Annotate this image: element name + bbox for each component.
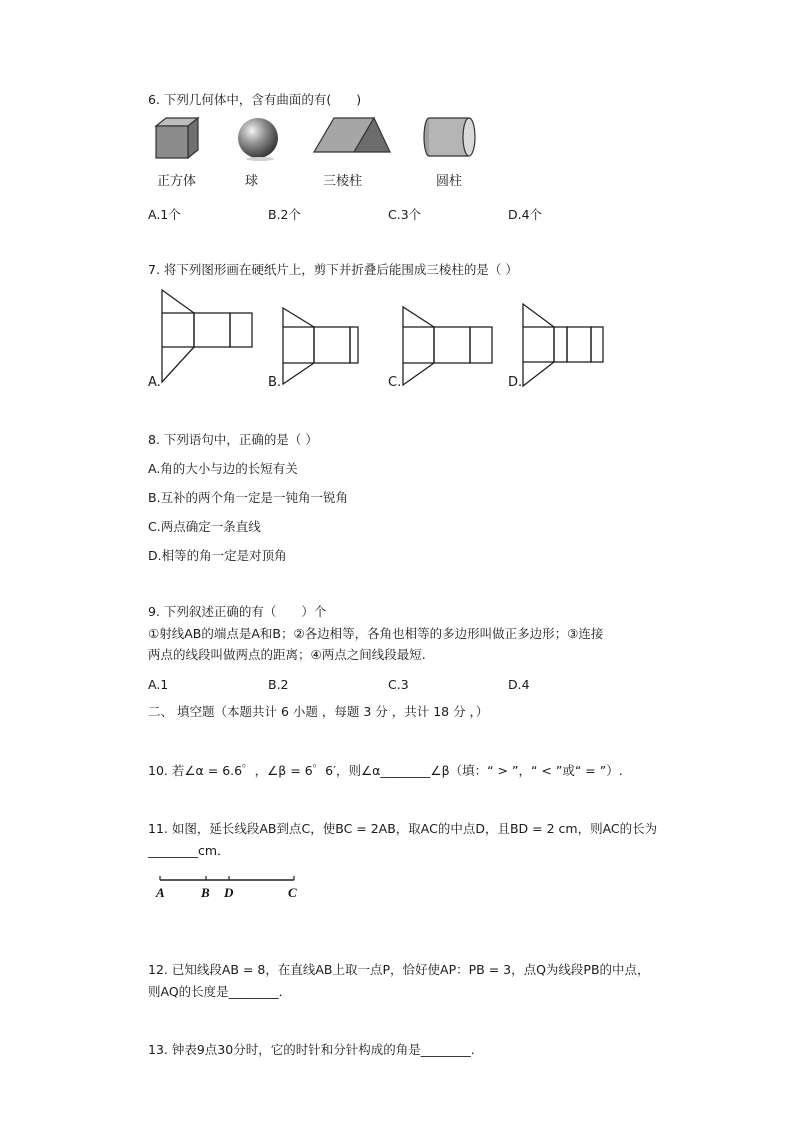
sphere-icon <box>234 114 282 162</box>
q9-option-d[interactable]: D.4 <box>508 677 530 692</box>
point-label-b: B <box>201 885 210 900</box>
q7-stem: 7. 将下列图形画在硬纸片上，剪下并折叠后能围成三棱柱的是（ ） <box>148 262 518 277</box>
net-figure-b <box>281 306 361 386</box>
cylinder-icon <box>426 116 478 160</box>
q12-text-line2: 则AQ的长度是________． <box>148 984 292 999</box>
q9-statements-line2: 两点的线段叫做两点的距离；④两点之间线段最短. <box>148 647 426 662</box>
q6-option-a[interactable]: A.1个 <box>148 207 181 222</box>
point-label-c: C <box>288 885 297 900</box>
shape-label-cube: 正方体 <box>157 174 197 189</box>
cube-icon <box>154 116 200 160</box>
q9-option-a[interactable]: A.1 <box>148 677 169 692</box>
section-heading-fill-in: 二、 填空题（本题共计 6 小题 ，每题 3 分 ，共计 18 分 ，） <box>148 704 489 719</box>
triangular-prism-icon <box>312 114 392 156</box>
shape-label-prism: 三棱柱 <box>323 174 363 189</box>
q10-text: 10. 若∠α = 6.6゜，∠β = 6゜6′，则∠α________∠β（填：“ > ”，“ < ”或“ = ”）. <box>148 763 623 778</box>
q11-text-line1: 11. 如图，延长线段AB到点C，使BC = 2AB，取AC的中点D，且BD = 2 cm，则AC的长为 <box>148 821 658 836</box>
q6-option-c[interactable]: C.3个 <box>388 207 422 222</box>
q6-stem: 6. 下列几何体中，含有曲面的有( ) <box>148 92 362 107</box>
q8-option-c[interactable]: C.两点确定一条直线 <box>148 519 261 534</box>
shape-label-sphere: 球 <box>245 174 259 189</box>
q13-text: 13. 钟表9点30分时，它的时针和分针构成的角是________． <box>148 1042 484 1057</box>
q8-option-b[interactable]: B.互补的两个角一定是一钝角一锐角 <box>148 490 349 505</box>
q11-text-line2: ________cm． <box>148 843 230 858</box>
q9-stem: 9. 下列叙述正确的有（ ）个 <box>148 604 327 619</box>
q9-statements-line1: ①射线AB的端点是A和B；②各边相等，各角也相等的多边形叫做正多边形；③连接 <box>148 626 604 641</box>
q7-label-a[interactable]: A. <box>148 375 161 390</box>
q8-stem: 8. 下列语句中，正确的是（ ） <box>148 432 318 447</box>
q6-option-b[interactable]: B.2个 <box>268 207 302 222</box>
q9-option-c[interactable]: C.3 <box>388 677 409 692</box>
net-figure-a <box>160 288 256 384</box>
q8-option-a[interactable]: A.角的大小与边的长短有关 <box>148 461 298 476</box>
q11-segment-diagram <box>148 870 308 904</box>
q7-label-d[interactable]: D. <box>508 375 523 390</box>
q7-label-b[interactable]: B. <box>268 375 282 390</box>
shape-label-cylinder: 圆柱 <box>436 174 463 189</box>
net-figure-d <box>521 302 607 388</box>
point-label-a: A <box>156 885 165 900</box>
q12-text-line1: 12. 已知线段AB = 8，在直线AB上取一点P，恰好使AP：PB = 3，点Q为线段PB的中点， <box>148 962 650 977</box>
point-label-d: D <box>224 885 234 900</box>
q9-option-b[interactable]: B.2 <box>268 677 289 692</box>
q6-option-d[interactable]: D.4个 <box>508 207 543 222</box>
net-figure-c <box>401 305 495 387</box>
q8-option-d[interactable]: D.相等的角一定是对顶角 <box>148 548 287 563</box>
q7-label-c[interactable]: C. <box>388 375 402 390</box>
